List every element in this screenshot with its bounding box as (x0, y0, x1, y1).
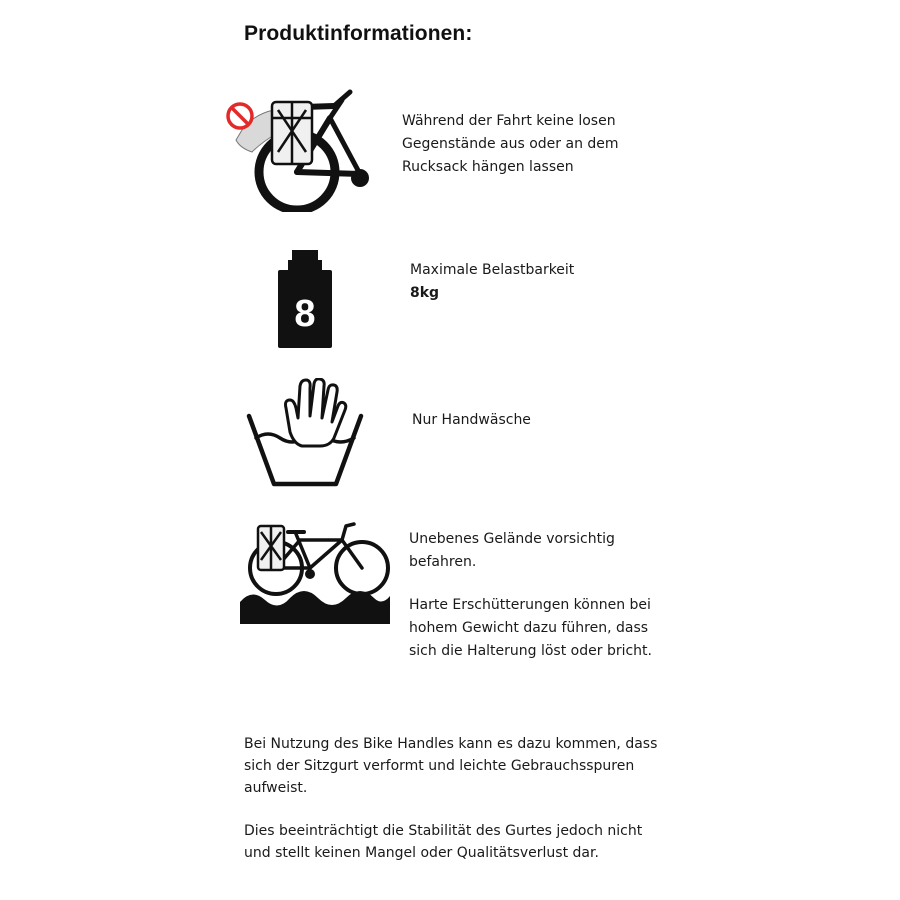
text-line: Während der Fahrt keine losen (402, 113, 616, 129)
weight-8kg-icon (278, 250, 332, 348)
item-1-text (402, 110, 619, 179)
text-line: Harte Erschütterungen können bei (409, 597, 651, 613)
text-line: Unebenes Gelände vorsichtig (409, 531, 615, 547)
item-4-text-a (409, 528, 615, 574)
text-line: Bei Nutzung des Bike Handles kann es dazu kommen, dass (244, 736, 658, 752)
max-load-label: Maximale Belastbarkeit (410, 262, 575, 278)
item-3-text (412, 409, 531, 432)
bicycle-rack-bag-prohibited-icon (222, 82, 380, 212)
text-line: aufweist. (244, 780, 308, 796)
text-line: Gegenstände aus oder an dem (402, 136, 619, 152)
text-line: Dies beeinträchtigt die Stabilität des Gurtes jedoch nicht (244, 823, 643, 839)
note-paragraph-2 (244, 820, 642, 864)
rough-ground (240, 591, 390, 624)
text-line: Rucksack hängen lassen (402, 159, 574, 175)
rack-bag (272, 102, 312, 164)
text-line: hohem Gewicht dazu führen, dass (409, 620, 649, 636)
item-2-text (410, 259, 574, 305)
rack-bag (258, 526, 284, 570)
max-load-value: 8kg (410, 285, 440, 301)
weight-digit: 8 (294, 293, 316, 335)
bicycle-rough-terrain-icon (238, 518, 392, 624)
hand-wash-icon (246, 378, 364, 488)
item-4-text-b (409, 594, 652, 663)
prohibited-sign-icon (228, 104, 252, 128)
text-line: sich die Halterung löst oder bricht. (409, 643, 652, 659)
hand-wash-label: Nur Handwäsche (412, 412, 531, 428)
note-paragraph-1 (244, 733, 657, 799)
text-line: und stellt keinen Mangel oder Qualitätsverlust dar. (244, 845, 599, 861)
text-line: sich der Sitzgurt verformt und leichte Gebrauchsspuren (244, 758, 635, 774)
text-line: befahren. (409, 554, 477, 570)
page-title: Produktinformationen: (244, 22, 473, 45)
